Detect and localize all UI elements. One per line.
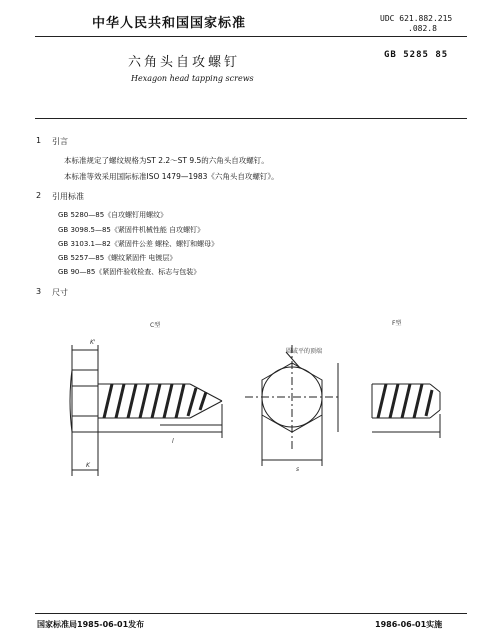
reference-item: GB 5280—85《自攻螺钉用螺纹》 [58, 211, 168, 219]
dim-s: s [296, 466, 300, 473]
figure-label-type-f: F型 [392, 320, 402, 327]
reference-item: GB 3103.1—82《紧固件公差 螺栓、螺钉和螺母》 [58, 240, 219, 248]
section-1-paragraph-1: 本标准规定了螺纹规格为ST 2.2～ST 9.5的六角头自攻螺钉。 [64, 156, 269, 165]
figure-label-type-c: C型 [150, 322, 161, 329]
hex-head-top-view [245, 345, 340, 466]
dim-k: K [86, 462, 90, 469]
footer-issued: 国家标准局1985-06-01发布 [37, 620, 145, 629]
header-title: 中华人民共和国国家标准 [92, 16, 247, 31]
hex-note: 圆或平的顶端 [286, 348, 323, 355]
footer-rule [35, 613, 467, 614]
udc-line-2: .082.8 [408, 24, 437, 33]
dim-l: l [172, 438, 174, 445]
reference-item: GB 3098.5—85《紧固件机械性能 自攻螺钉》 [58, 226, 205, 234]
gb-number: GB 5285 85 [384, 50, 449, 60]
dim-k-prime: K' [90, 339, 96, 346]
document-title: 六角头自攻螺钉 [128, 55, 241, 70]
screw-c-head [70, 370, 98, 432]
section-3-heading: 尺寸 [52, 288, 68, 297]
section-1-heading: 引言 [52, 137, 68, 146]
reference-item: GB 90—85《紧固件验收检查、标志与包装》 [58, 268, 201, 276]
section-3-number: 3 [36, 287, 42, 296]
screw-f-thread [372, 384, 440, 438]
footer-effective: 1986-06-01实施 [375, 620, 443, 629]
section-2-heading: 引用标准 [52, 192, 84, 201]
section-1-number: 1 [36, 136, 42, 145]
section-1-paragraph-2: 本标准等效采用国际标准ISO 1479—1983《六角头自攻螺钉》。 [64, 172, 279, 181]
section-2-number: 2 [36, 191, 42, 200]
udc-line-1: UDC 621.882.215 [380, 14, 453, 23]
english-title: Hexagon head tapping screws [131, 74, 254, 83]
reference-item: GB 5257—85《螺纹紧固件 电镀层》 [58, 254, 177, 262]
